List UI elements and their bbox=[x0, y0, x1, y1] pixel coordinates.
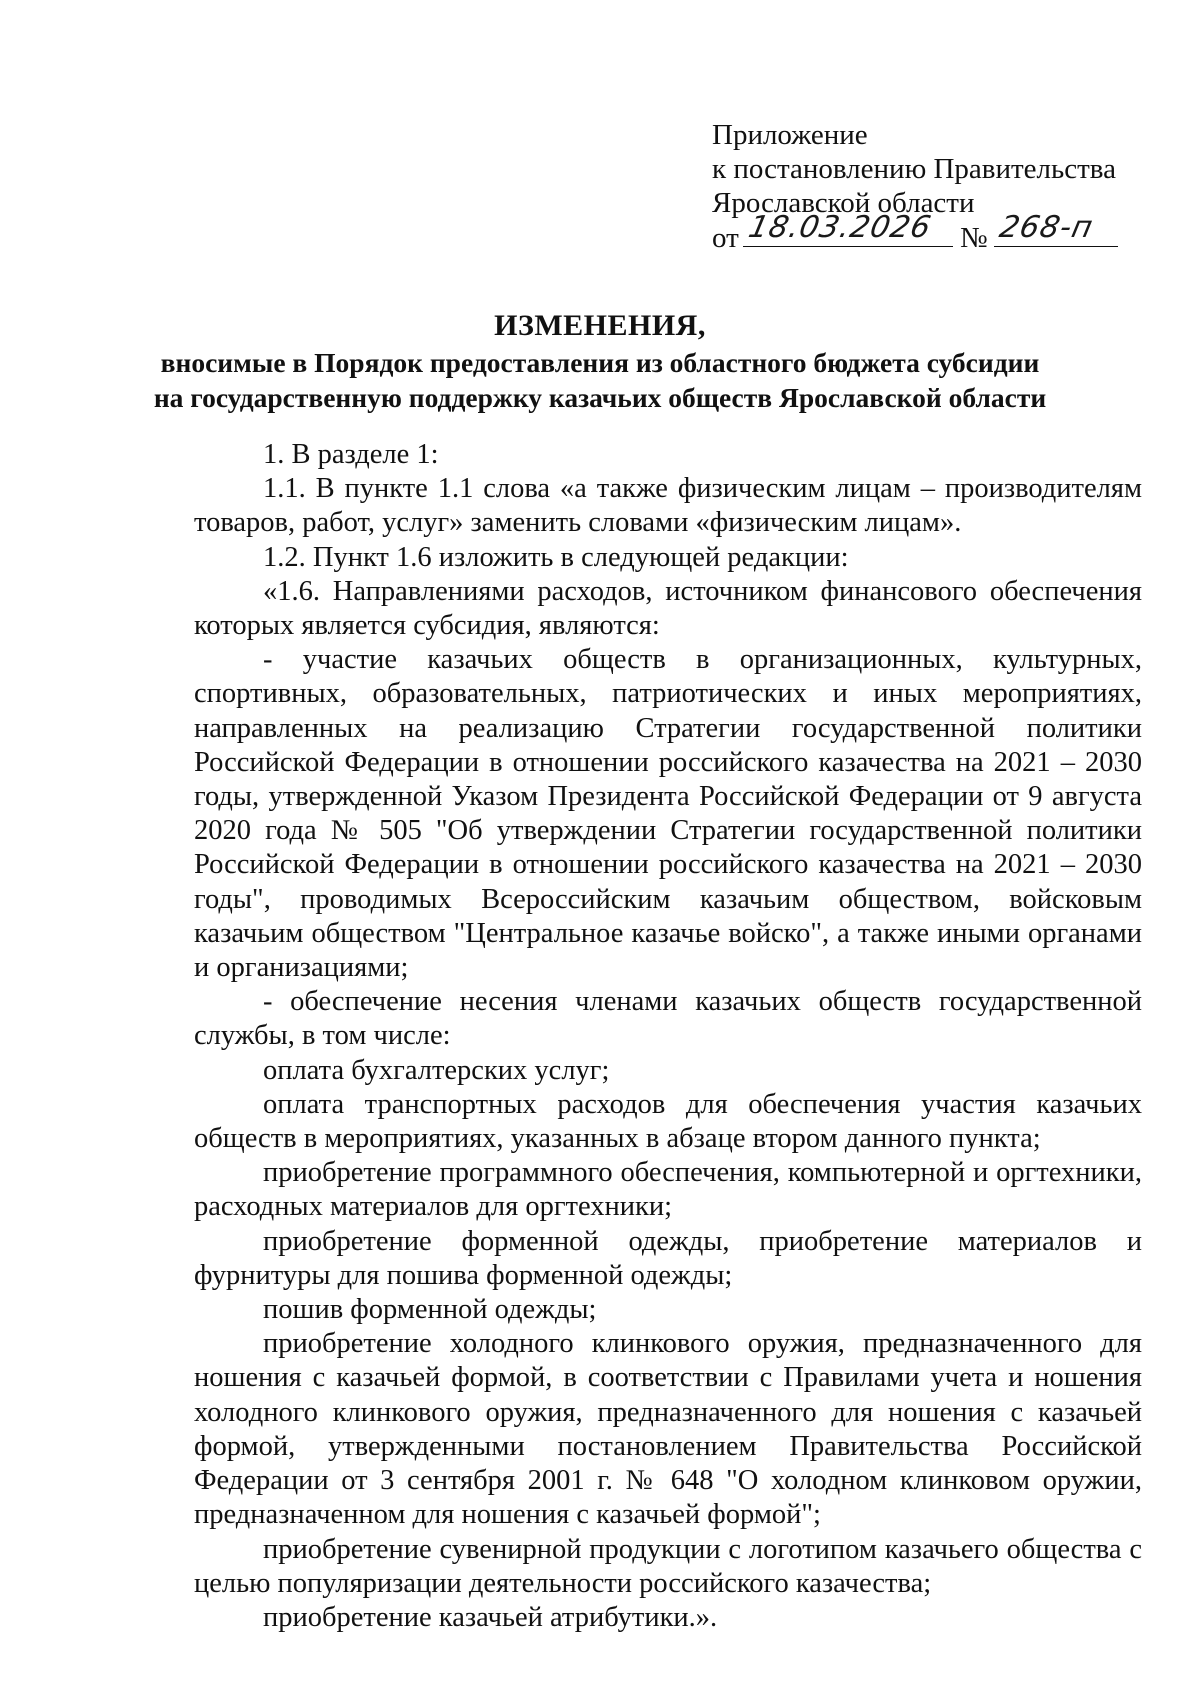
appendix-date-number-line bbox=[712, 210, 1132, 254]
paragraph: 1. В разделе 1: bbox=[263, 439, 439, 470]
document-subtitle-line-1: вносимые в Порядок предоставления из областного бюджета субсидии bbox=[160, 347, 1040, 378]
appendix-region-label: Ярославской области bbox=[712, 187, 975, 219]
paragraph: приобретение форменной одежды, приобретение материалов и фурнитуры для пошива форменной одежды; bbox=[194, 1225, 1142, 1291]
paragraph: оплата бухгалтерских услуг; bbox=[263, 1054, 610, 1086]
paragraph: «1.6. Направлениями расходов, источником финансового обеспечения которых является субсидия, являются: bbox=[194, 575, 1142, 642]
handwritten-number: 268-п bbox=[996, 210, 1097, 245]
paragraph: оплата транспортных расходов для обеспечения участия казачьих обществ в мероприятиях, указанных в абзаце втором данного пункта; bbox=[194, 1088, 1142, 1155]
appendix-label: Приложение bbox=[712, 119, 868, 151]
date-prefix: от bbox=[712, 222, 739, 254]
paragraph: приобретение сувенирной продукции с логотипом казачьего общества с целью популяризации деятельности российского казачества; bbox=[194, 1533, 1142, 1599]
number-prefix: № bbox=[960, 222, 988, 254]
handwritten-date: 18.03.2026 bbox=[745, 210, 935, 245]
document-title: ИЗМЕНЕНИЯ, bbox=[494, 309, 706, 342]
paragraph: пошив форменной одежды; bbox=[263, 1294, 597, 1326]
document-subtitle-line-2: на государственную поддержку казачьих обществ Ярославской области bbox=[153, 382, 1047, 413]
paragraph: 1.2. Пункт 1.6 изложить в следующей редакции: bbox=[263, 541, 849, 573]
appendix-resolution-label: к постановлению Правительства bbox=[712, 153, 1116, 185]
paragraph: приобретение холодного клинкового оружия, предназначенного для ношения с казачьей формой, в соответствии с Правилами учета и ношения холодного клинкового оружия, предназначенного для ношения с казачьей формой, утвержденными постановлением Правительства Российской Федерации от 3 сентября 2001 г. № 648 "О холодном клинковом оружии, предназначенном для ношения с казачьей формой"; bbox=[194, 1328, 1142, 1531]
paragraph: приобретение программного обеспечения, компьютерной и оргтехники, расходных материалов для оргтехники; bbox=[194, 1157, 1142, 1223]
paragraph: 1.1. В пункте 1.1 слова «а также физическим лицам – производителям товаров, работ, услуг» заменить словами «физическим лицам». bbox=[194, 473, 1142, 539]
appendix-header bbox=[712, 118, 1132, 254]
paragraph: - участие казачьих обществ в организационных, культурных, спортивных, образовательных, патриотических и иных мероприятиях, направленных на реализацию Стратегии государственной политики Российской Федерации в отношении российского казачества на 2021 – 2030 годы, утвержденной Указом Президента Российской Федерации от 9 августа 2020 года № 505 "Об утверждении Стратегии государственной политики Российской Федерации в отношении российского казачества на 2021 – 2030 годы", проводимых Всероссийским казачьим обществом, войсковым казачьим обществом "Центральное казачье войско", а также иными органами и организациями; bbox=[194, 644, 1142, 984]
date-field bbox=[743, 210, 953, 247]
paragraph: приобретение казачьей атрибутики.». bbox=[263, 1601, 718, 1633]
number-field bbox=[994, 210, 1118, 247]
paragraph: - обеспечение несения членами казачьих обществ государственной службы, в том числе: bbox=[194, 986, 1142, 1052]
document-body bbox=[194, 438, 1142, 1635]
